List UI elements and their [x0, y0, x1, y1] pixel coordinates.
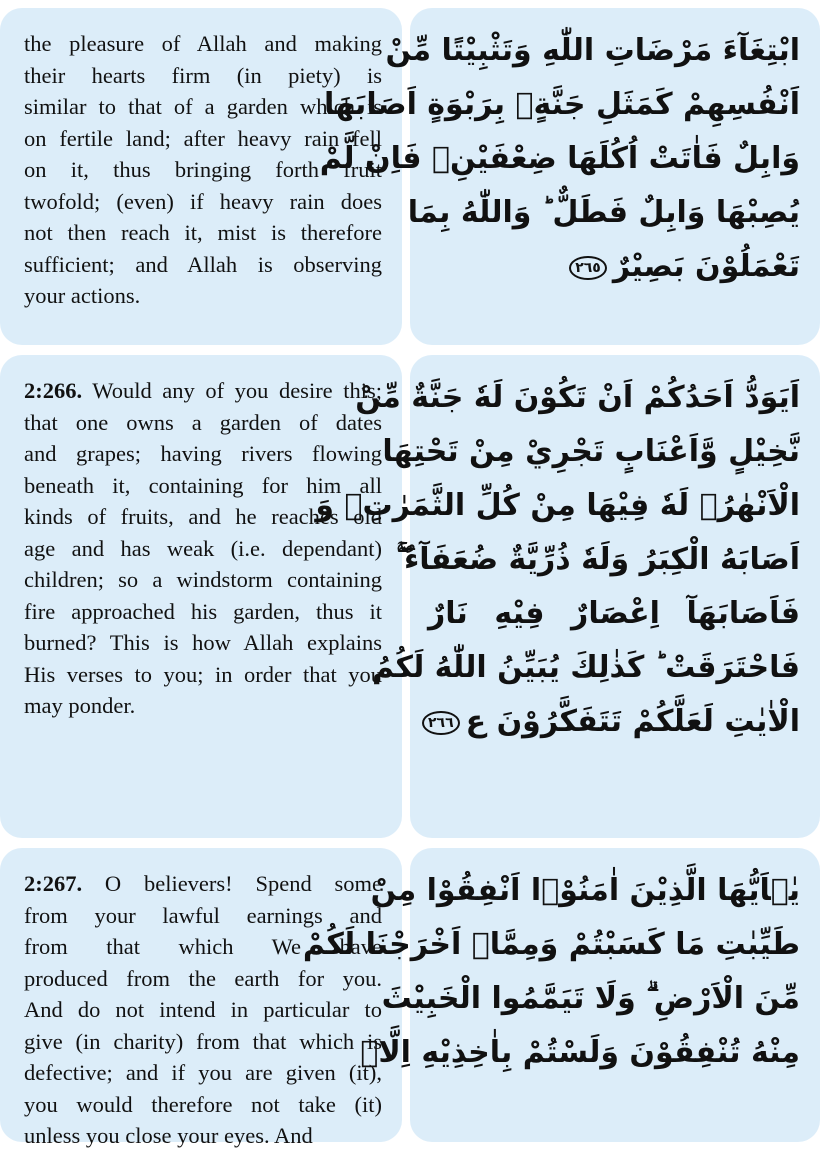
- translation-line: from your lawful earnings and: [24, 902, 382, 928]
- translation-line: His verses to you; in order that you: [24, 661, 382, 687]
- arabic-line: [370, 864, 800, 918]
- arabic-line: [382, 425, 800, 479]
- translation-line: burned? This is how Allah explains: [24, 630, 382, 655]
- arabic-text: وَابِلٌ فَاٰتَتْ اُكُلَهَا ضِعْفَيْنِۚ فَاِنْ لَّمْ: [319, 141, 800, 176]
- arabic-text: ابْتِغَآءَ مَرْضَاتِ اللّٰهِ وَتَثْبِيْتًا مِّنْ: [385, 33, 800, 68]
- translation-line: [24, 375, 382, 407]
- translation-line: not then reach it, mist is therefore: [24, 220, 382, 245]
- arabic-text: اَنْفُسِهِمْ كَمَثَلِ جَنَّةٍۭ بِرَبْوَةٍ اَصَابَهَا: [323, 87, 800, 122]
- translation-line: on fertile land; after heavy rain fell: [24, 125, 382, 151]
- arabic-text: فَاحْتَرَقَتْ ؕ كَذٰلِكَ يُبَيِّنُ اللّٰهُ لَكُمُ: [371, 650, 800, 685]
- verse-number-marker: ٢٦٦: [422, 711, 460, 735]
- arabic-text: اَيَوَدُّ اَحَدُكُمْ اَنْ تَكُوْنَ لَهٗ جَنَّةٌ مِّنْ: [355, 380, 800, 415]
- translation-line: give (in charity) from that which is: [24, 1028, 382, 1054]
- translation-line: produced from the earth for you.: [24, 965, 382, 991]
- translation-line: [24, 868, 382, 900]
- verse-reference: 2:266.: [24, 378, 83, 403]
- arabic-line: [428, 240, 800, 294]
- arabic-line: [323, 78, 800, 132]
- arabic-line: [355, 371, 800, 425]
- translation-line: the pleasure of Allah and making: [24, 31, 382, 56]
- arabic-line: [396, 533, 800, 587]
- translation-text: Would any of you desire this;: [82, 378, 382, 403]
- translation-line: their hearts firm (in piety) is: [24, 62, 382, 88]
- arabic-line: [360, 1026, 800, 1080]
- arabic-line: [319, 132, 800, 186]
- translation-panel: [0, 355, 402, 838]
- translation-line: similar to that of a garden which is: [24, 94, 382, 119]
- translation-line: defective; and if you are given (it),: [24, 1060, 382, 1085]
- translation-line: fire approached his garden, thus it: [24, 598, 382, 624]
- translation-line: sufficient; and Allah is observing: [24, 251, 382, 277]
- verse-reference: 2:267.: [24, 871, 83, 896]
- arabic-line: [428, 587, 800, 641]
- translation-line: from that which We have: [24, 934, 382, 959]
- translation-text: O believers! Spend some: [82, 871, 382, 896]
- arabic-panel: [315, 355, 820, 838]
- arabic-panel: [319, 8, 820, 345]
- translation-line: your actions.: [24, 283, 141, 308]
- arabic-line: [381, 972, 800, 1026]
- arabic-text: يُصِبْهَا وَابِلٌ فَطَلٌّ ؕ وَاللّٰهُ بِمَا: [407, 195, 800, 230]
- arabic-line: [302, 918, 800, 972]
- arabic-line: [428, 695, 800, 749]
- arabic-line: [407, 186, 800, 240]
- arabic-text: مِّنَ الْاَرْضِ ۗ وَلَا تَيَمَّمُوا الْخَبِيْثَ: [381, 981, 800, 1016]
- arabic-text: مِنْهُ تُنْفِقُوْنَ وَلَسْتُمْ بِاٰخِذِيْهِ اِلَّاۤ: [360, 1035, 800, 1070]
- arabic-text: نَّخِيْلٍ وَّاَعْنَابٍ تَجْرِيْ مِنْ تَحْتِهَا: [382, 434, 800, 469]
- arabic-line: [315, 479, 800, 533]
- arabic-text: تَعْمَلُوْنَ بَصِيْرٌ: [612, 249, 800, 284]
- arabic-text: طَيِّبٰتِ مَا كَسَبْتُمْ وَمِمَّاۤ اَخْرَجْنَا لَكُمْ: [302, 927, 800, 962]
- arabic-text: فَاَصَابَهَآ اِعْصَارٌ فِيْهِ نَارٌ: [428, 596, 800, 631]
- translation-line: you would therefore not take (it): [24, 1091, 382, 1117]
- arabic-line: [385, 24, 800, 78]
- arabic-text: الْاَنْهٰرُۙ لَهٗ فِيْهَا مِنْ كُلِّ الثَّمَرٰتِۙ وَ: [315, 488, 800, 523]
- translation-line: and grapes; having rivers flowing: [24, 441, 382, 466]
- translation-line: on it, thus bringing forth fruit: [24, 157, 382, 182]
- verse-number-marker: ٢٦٥: [569, 256, 607, 280]
- translation-panel: [0, 848, 402, 1148]
- translation-line: unless you close your eyes. And: [24, 1123, 313, 1148]
- translation-line: that one owns a garden of dates: [24, 409, 382, 435]
- translation-line: children; so a windstorm containing: [24, 567, 382, 592]
- translation-line: beneath it, containing for him all: [24, 472, 382, 498]
- arabic-panel: [302, 848, 820, 1142]
- arabic-text: الْاٰيٰتِ لَعَلَّكُمْ تَتَفَكَّرُوْنَ ع: [465, 704, 800, 739]
- translation-line: And do not intend in particular to: [24, 997, 382, 1022]
- translation-line: may ponder.: [24, 693, 136, 718]
- translation-line: kinds of fruits, and he reaches old: [24, 504, 382, 529]
- arabic-text: اَصَابَهُ الْكِبَرُ وَلَهٗ ذُرِّيَّةٌ ضُعَفَآءُ ۖۚ: [396, 542, 800, 577]
- translation-line: age and has weak (i.e. dependant): [24, 535, 382, 561]
- arabic-line: [371, 641, 800, 695]
- translation-line: twofold; (even) if heavy rain does: [24, 188, 382, 214]
- arabic-text: يٰۤاَيُّهَا الَّذِيْنَ اٰمَنُوْۤا اَنْفِقُوْا مِنْ: [370, 873, 800, 908]
